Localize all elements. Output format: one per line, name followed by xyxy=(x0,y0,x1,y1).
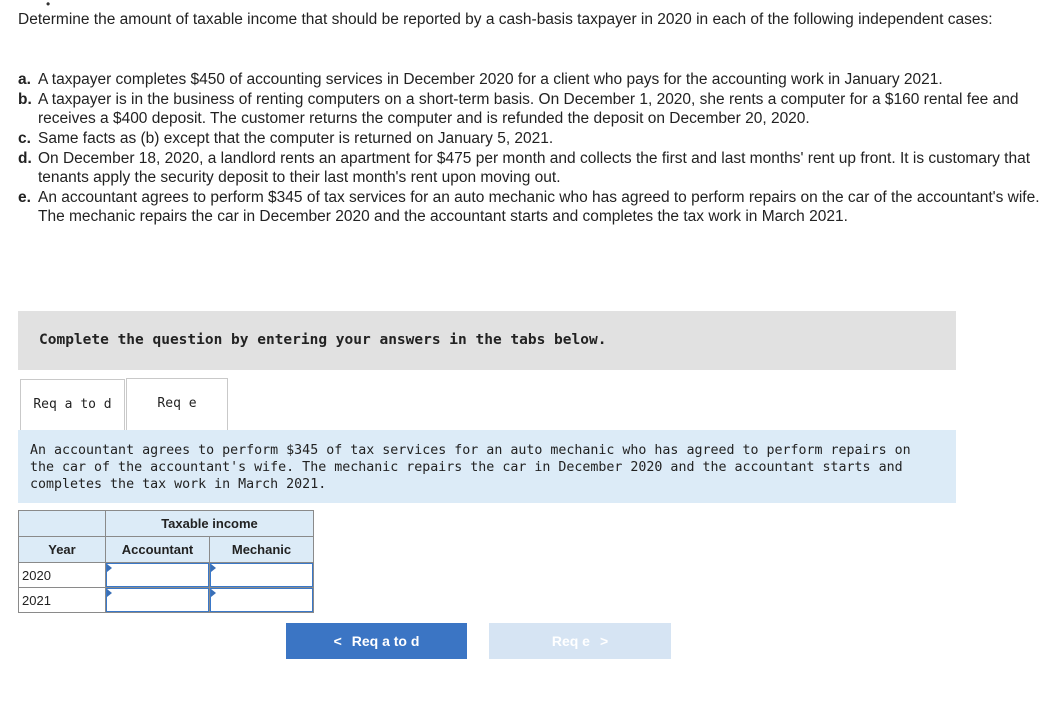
case-letter: c. xyxy=(18,130,31,147)
case-letter: b. xyxy=(18,91,32,108)
case-item xyxy=(18,129,1048,148)
accountant-2020-cell xyxy=(106,563,210,588)
case-item xyxy=(18,90,1048,128)
table-row xyxy=(19,563,314,588)
input-marker-icon xyxy=(107,589,112,597)
next-req-label: Req e xyxy=(551,633,590,649)
input-marker-icon xyxy=(211,564,216,572)
instructions-banner: Complete the question by entering your answers in the tabs below. xyxy=(18,311,956,370)
tab-req-e[interactable]: Req e xyxy=(126,378,228,430)
case-letter: d. xyxy=(18,150,32,167)
taxable-income-header: Taxable income xyxy=(106,511,314,537)
year-cell: 2021 xyxy=(19,588,106,613)
case-text: Same facts as (b) except that the computer is returned on January 5, 2021. xyxy=(38,130,554,147)
tab-panel-prompt: An accountant agrees to perform $345 of tax services for an auto mechanic who has agreed to perform repairs on the car of the accountant's wife. The mechanic repairs the car in December 2020 and the accountant starts and completes the tax work in March 2021. xyxy=(18,430,956,503)
mechanic-2020-input[interactable] xyxy=(210,563,313,587)
case-text: On December 18, 2020, a landlord rents an apartment for $475 per month and collects the first and last months' rent up front. It is customary that tenants apply the security deposit to their last month's rent upon moving out. xyxy=(38,150,1031,186)
case-item xyxy=(18,149,1048,187)
input-marker-icon xyxy=(107,564,112,572)
table-row xyxy=(19,588,314,613)
year-cell: 2020 xyxy=(19,563,106,588)
prev-req-label: Req a to d xyxy=(351,633,420,649)
mechanic-2021-input[interactable] xyxy=(210,588,313,612)
case-text: A taxpayer is in the business of renting computers on a short-term basis. On December 1, 2020, she rents a computer for a $160 rental fee and receives a $400 deposit. The customer returns the computer and is refunded the deposit on December 20, 2020. xyxy=(38,91,1019,127)
year-header: Year xyxy=(19,537,106,563)
prev-req-button[interactable] xyxy=(286,623,467,659)
case-item xyxy=(18,188,1048,226)
case-list xyxy=(18,70,1048,227)
case-letter: a. xyxy=(18,71,31,88)
bullet-marker: • xyxy=(46,0,51,11)
mechanic-header: Mechanic xyxy=(210,537,314,563)
mechanic-2021-cell xyxy=(210,588,314,613)
accountant-2021-cell xyxy=(106,588,210,613)
accountant-header: Accountant xyxy=(106,537,210,563)
case-letter: e. xyxy=(18,189,31,206)
next-req-button[interactable] xyxy=(489,623,671,659)
chevron-right-icon: > xyxy=(599,633,609,649)
case-item xyxy=(18,70,1048,89)
case-text: A taxpayer completes $450 of accounting services in December 2020 for a client who pays for the accounting work in January 2021. xyxy=(38,71,943,88)
input-marker-icon xyxy=(211,589,216,597)
case-text: An accountant agrees to perform $345 of tax services for an auto mechanic who has agreed to perform repairs on the car of the accountant's wife. The mechanic repairs the car in December 2020 and the accountant starts and completes the tax work in March 2021. xyxy=(38,189,1040,225)
chevron-left-icon: < xyxy=(333,633,342,649)
answer-table xyxy=(18,510,314,613)
question-intro: Determine the amount of taxable income that should be reported by a cash-basis taxpayer in 2020 in each of the following independent cases: xyxy=(18,11,993,28)
table-corner xyxy=(19,511,106,537)
tab-req-a-to-d[interactable]: Req a to d xyxy=(20,379,125,430)
accountant-2020-input[interactable] xyxy=(106,563,209,587)
mechanic-2020-cell xyxy=(210,563,314,588)
accountant-2021-input[interactable] xyxy=(106,588,209,612)
